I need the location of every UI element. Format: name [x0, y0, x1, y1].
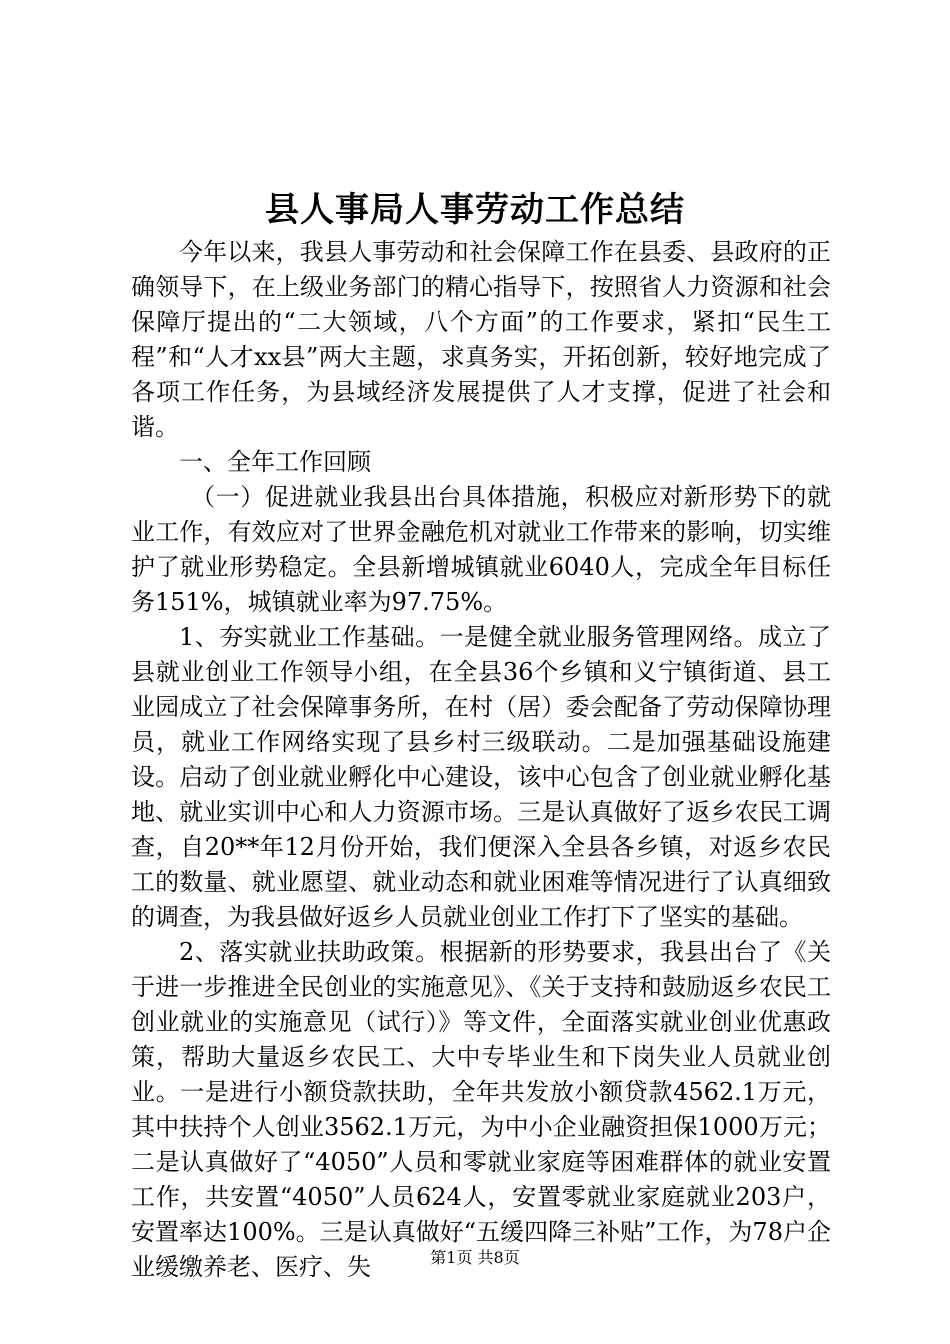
paragraph-point-2: 2、落实就业扶助政策。根据新的形势要求，我县出台了《关于进一步推进全民创业的实施意见》、《关于支持和鼓励返乡农民工创业就业的实施意见（试行）》等文件，全面落实就业创业优惠政策，帮助大量返乡农民工、大中专毕业生和下岗失业人员就业创业。一是进行小额贷款扶助，全年共发放小额贷款4562.1万元，其中扶持个人创业3562.1万元，为中小企业融资担保1000万元；二是认真做好了“4050”人员和零就业家庭等困难群体的就业安置工作，共安置“4050”人员624人，安置零就业家庭就业203户，安置率达100%。三是认真做好“五缓四降三补贴”工作，为78户企业缓缴养老、医疗、失 — [131, 938, 831, 1281]
section-heading: 一、全年工作回顾 — [179, 448, 371, 476]
paragraph-intro: 今年以来，我县人事劳动和社会保障工作在县委、县政府的正确领导下，在上级业务部门的精心指导下，按照省人力资源和社会保障厅提出的“二大领域，八个方面”的工作要求，紧扣“民生工程”和“人才xx县”两大主题，求真务实，开拓创新，较好地完成了各项工作任务，为县域经济发展提供了人才支撑，促进了社会和谐。 — [131, 238, 831, 441]
document-title: 县人事局人事劳动工作总结 — [265, 190, 685, 230]
page-footer: 第1页 共8页 — [430, 1248, 520, 1267]
paragraph-point-1: 1、夯实就业工作基础。一是健全就业服务管理网络。成立了县就业创业工作领导小组，在全县36个乡镇和义宁镇街道、县工业园成立了社会保障事务所，在村（居）委会配备了劳动保障协理员，就业工作网络实现了县乡村三级联动。二是加强基础设施建设。启动了创业就业孵化中心建设，该中心包含了创业就业孵化基地、就业实训中心和人力资源市场。三是认真做好了返乡农民工调查，自20**年12月份开始，我们便深入全县各乡镇，对返乡农民工的数量、就业愿望、就业动态和就业困难等情况进行了认真细致的调查，为我县做好返乡人员就业创业工作打下了坚实的基础。 — [131, 623, 831, 931]
document-body — [131, 235, 831, 1285]
paragraph-employment: （一）促进就业我县出台具体措施，积极应对新形势下的就业工作，有效应对了世界金融危机对就业工作带来的影响，切实维护了就业形势稳定。全县新增城镇就业6040人，完成全年目标任务151%，城镇就业率为97.75%。 — [131, 483, 831, 616]
